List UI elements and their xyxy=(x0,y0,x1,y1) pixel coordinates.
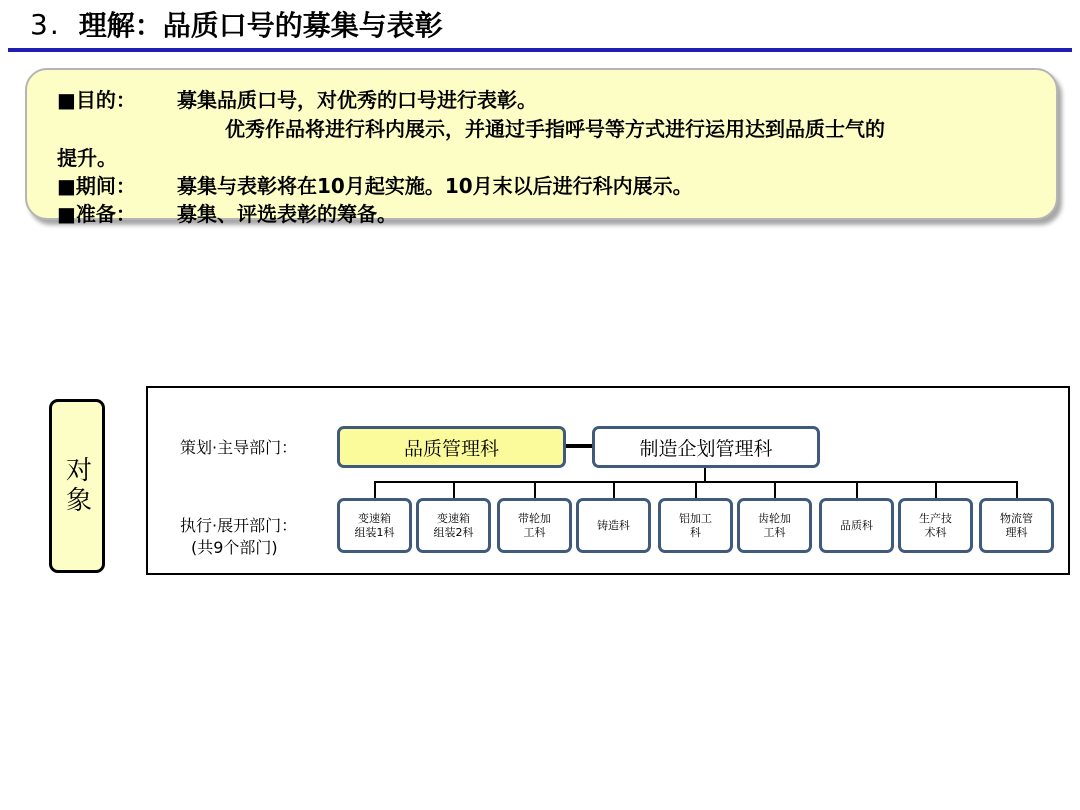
drop-connector xyxy=(453,481,455,498)
lead-dept-quality-management: 品质管理科 xyxy=(337,426,566,468)
dept-logistics-management: 物流管 理科 xyxy=(979,498,1054,553)
purpose-line-preparation: ■准备： 募集、评选表彰的筹备。 xyxy=(57,202,397,226)
trunk-connector xyxy=(704,468,706,482)
drop-connector xyxy=(935,481,937,498)
purpose-line-goal: ■目的： 募集品质口号，对优秀的口号进行表彰。 xyxy=(57,88,537,112)
dept-quality: 品质科 xyxy=(819,498,894,553)
drop-connector xyxy=(1016,481,1018,498)
section-number: 3. xyxy=(30,7,61,41)
drop-connector xyxy=(613,481,615,498)
planning-label: 策划·主导部门： xyxy=(180,438,298,457)
execution-count: (共9个部门) xyxy=(191,538,278,557)
drop-connector xyxy=(374,481,376,498)
dept-transmission-assembly-1: 变速箱 组装1科 xyxy=(337,498,412,553)
drop-connector xyxy=(856,481,858,498)
purpose-panel xyxy=(25,68,1058,226)
drop-connector xyxy=(534,481,536,498)
purpose-line-period: ■期间： 募集与表彰将在10月起实施。10月末以后进行科内展示。 xyxy=(57,174,693,198)
drop-connector xyxy=(695,481,697,498)
lead-dept-manufacturing-planning: 制造企划管理科 xyxy=(592,426,820,468)
target-label: 对象 xyxy=(49,399,105,573)
dept-aluminum-machining: 铝加工 科 xyxy=(658,498,733,553)
dept-gear-machining: 齿轮加 工科 xyxy=(737,498,812,553)
drop-connector xyxy=(774,481,776,498)
dept-pulley-machining: 带轮加 工科 xyxy=(497,498,572,553)
section-title: 理解：品质口号的募集与表彰 xyxy=(78,9,443,42)
dept-casting: 铸造科 xyxy=(576,498,651,553)
lead-connector xyxy=(566,444,592,448)
dept-production-engineering: 生产技 术科 xyxy=(898,498,973,553)
purpose-line-detail-cont: 提升。 xyxy=(57,146,117,170)
purpose-line-detail: 优秀作品将进行科内展示，并通过手指呼号等方式进行运用达到品质士气的 xyxy=(225,117,885,141)
execution-label: 执行·展开部门： xyxy=(180,516,298,535)
title-underline xyxy=(8,48,1072,52)
page-title xyxy=(30,4,443,44)
org-chart xyxy=(146,386,1070,575)
dept-transmission-assembly-2: 变速箱 组装2科 xyxy=(416,498,491,553)
